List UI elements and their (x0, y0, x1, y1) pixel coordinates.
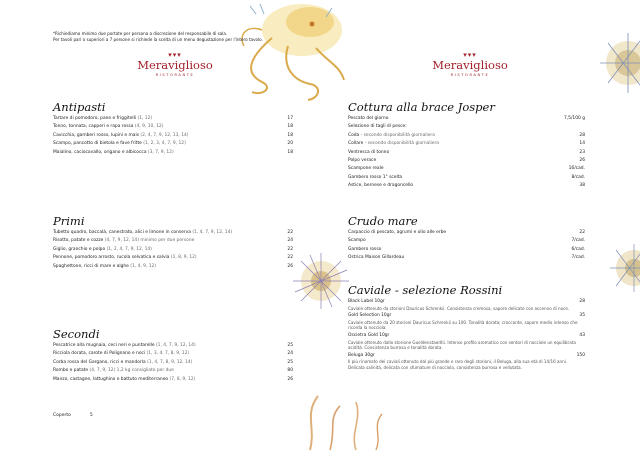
menu-item: Cavicchia, gamberi rosso, lupini e mais (2, 4, 7, 9, 12, 13, 14) 18 (53, 132, 293, 138)
caviar-description: Caviale ottenuto dallo storione Gueldenstaedtii. Intenso profilo aromatico con sentori di nocciole un equilibrata acidità. Consistenza burrosa e tonalità dorata. (348, 339, 576, 351)
menu-item: Scampo 7/cad. (348, 238, 585, 244)
caviar-item: Beluga 30gr 150 Il più rinomato dei caviali ottenuto dal più grande e raro degli storioni, il Beluga, alla sua età di 14/16 anni. Delicata salinità, delicata con sfumature di nocciola, consistenza burrosa e vellutata. (348, 352, 585, 370)
caviar-description: Il più rinomato dei caviali ottenuto dal più grande e raro degli storioni, il Beluga, alla sua età di 14/16 anni. Delicata salinità, delicata con sfumature di nocciola, consistenza burrosa e vellutata. (348, 359, 568, 370)
logo-mark-icon: ▾▾▾ (168, 51, 182, 59)
menu-item: Ventresca di tonno 23 (348, 149, 585, 155)
menu-item: Manzo, castagne, lattughino e battuto mediterraneo (7, 8, 9, 12) 26 (53, 376, 293, 382)
menu-item: Astice, bernese e dragoncello 38 (348, 183, 585, 189)
menu-item: Carpaccio di pescato, agrumi e olio alle erbe 22 (348, 230, 585, 235)
menu-item: Tonno, tonnata, capperi e rapa rossa (4, 9, 10, 12) 18 (53, 124, 293, 130)
antipasti-title: Antipasti (53, 100, 106, 114)
urchin-center-illustration (292, 252, 350, 310)
octopus-illustration (232, 0, 350, 105)
seaweed-illustration (300, 388, 388, 452)
secondi-list (53, 342, 293, 384)
menu-item: Ricciola dorata, carote di Polignano e noci (1, 3, 4, 7, 8, 9, 12) 24 (53, 351, 293, 357)
menu-item: Ostrica Maison Gillardeau 7/cad. (348, 255, 585, 261)
menu-item: Tartare di pomodoro, pane e friggitelli (1, 12) 17 (53, 116, 293, 121)
menu-item: Gambero rosso 1° scelta 8/cad. (348, 174, 585, 180)
menu-item: Selezione di tagli di pesce: (348, 124, 407, 130)
menu-item: Giglio, granchio e polpo (1, 2, 4, 7, 9, 12, 14) 22 (53, 246, 293, 252)
menu-item: Corba rossa del Gargano, ricci e mandorla (1, 4, 7, 8, 9, 12, 14) 25 (53, 359, 293, 365)
menu-item: Gambero rosso 6/cad. (348, 246, 585, 252)
logo-right (430, 51, 510, 78)
menu-item: Spaghettone, ricci di mare e alghe (1, 4, 9, 12) 26 (53, 263, 293, 269)
urchin-top-right-illustration (598, 30, 640, 96)
cottura-title: Cottura alla brace Josper (348, 100, 495, 114)
menu-item: Pennone, pomodoro arrosto, rucola selvatica e salvia (1, 8, 9, 12) 22 (53, 255, 293, 261)
logo-left (135, 51, 215, 78)
menu-item: Tubetto quadro, baccalà, canestrato, alici e limone in conserva (1, 4, 7, 9, 12, 14) 22 (53, 230, 293, 235)
logo-mark-icon: ▾▾▾ (463, 51, 477, 59)
caviale-title: Caviale - selezione Rossini (348, 283, 503, 297)
caviar-description: Caviale ottenuto da storioni Dauricus Schrenkii. Consistenza cremosa, sapore delicato con accenno di noce. (348, 305, 570, 311)
caviale-list (348, 299, 585, 373)
caviar-item: Oscietra Gold 10gr 43 Caviale ottenuto dallo storione Gueldenstaedtii. Intenso profilo aromatico con sentori di nocciole un equilibrata acidità. Consistenza burrosa e tonalità dorata. (348, 332, 585, 351)
logo-name: Meraviglioso (137, 58, 213, 72)
menu-item: Pescato del giorno 7,5/100 g (348, 116, 585, 121)
urchin-right-illustration (604, 240, 640, 296)
coperto-label: Coperto (53, 413, 71, 418)
logo-subtitle: RISTORANTE (450, 73, 490, 77)
secondi-title: Secondi (53, 327, 100, 341)
caviar-item: Black Label 10gr 28 Caviale ottenuto da storioni Dauricus Schrenkii. Consistenza cremosa, sapore delicato con accenno di noce. (348, 299, 585, 311)
menu-item: Scampo, pancotto di bietola e fave fritte (1, 2, 3, 4, 7, 9, 12) 20 (53, 141, 293, 147)
coperto-price: 5 (89, 413, 93, 418)
antipasti-list (53, 115, 293, 157)
menu-item: Scampone reale 16/cad. (348, 166, 585, 172)
menu-item: Collare - secondo disponibilità giornaliera 14 (348, 141, 585, 147)
menu-item: Risotto, patate e cozze (4, 7, 9, 12, 14) minimo per due persone 24 (53, 238, 293, 244)
logo-name: Meraviglioso (432, 58, 508, 72)
logo-subtitle: RISTORANTE (155, 73, 195, 77)
primi-list (53, 229, 293, 271)
note-line-2: Per tavoli pari o superiori a 7 persone si richiede la scelta di un menu degustazione per l'intero tavolo. (53, 37, 263, 42)
menu-item: Coda - secondo disponibilità giornaliera 28 (348, 132, 585, 138)
crudo-title: Crudo mare (348, 214, 418, 228)
primi-title: Primi (53, 214, 85, 228)
cottura-list (348, 115, 585, 191)
note-line-1: *Richiediamo minimo due portate per persona a discrezione del responsabile di sala. (53, 31, 228, 36)
service-note (53, 31, 283, 43)
crudo-list (348, 229, 585, 263)
caviar-item: Gold Selection 10gr 35 Caviale ottenuto da 20 storioni Dauricus Schrenkii su 100. Tonalità dorata; croccante, sapore medio intenso che ricorda la nocciola. (348, 313, 585, 331)
menu-item: Pescatrice alla mugnaia, ceci neri e puntarelle (1, 4, 7, 9, 12, 14) 25 (53, 343, 293, 348)
coperto (53, 413, 93, 418)
menu-item: Maialino, caciocavallo, origano e albicocca (3, 7, 9, 12) 18 (53, 149, 293, 155)
caviar-description: Caviale ottenuto da 20 storioni Dauricus Schrenkii su 100. Tonalità dorata; croccante, sapore medio intenso che ricorda la nocciola. (348, 319, 578, 331)
menu-item: Polpo verace 26 (348, 158, 585, 164)
menu-item: Rombo e patate (4, 7, 9, 12) 1,2 kg consigliato per due 80 (53, 368, 293, 374)
